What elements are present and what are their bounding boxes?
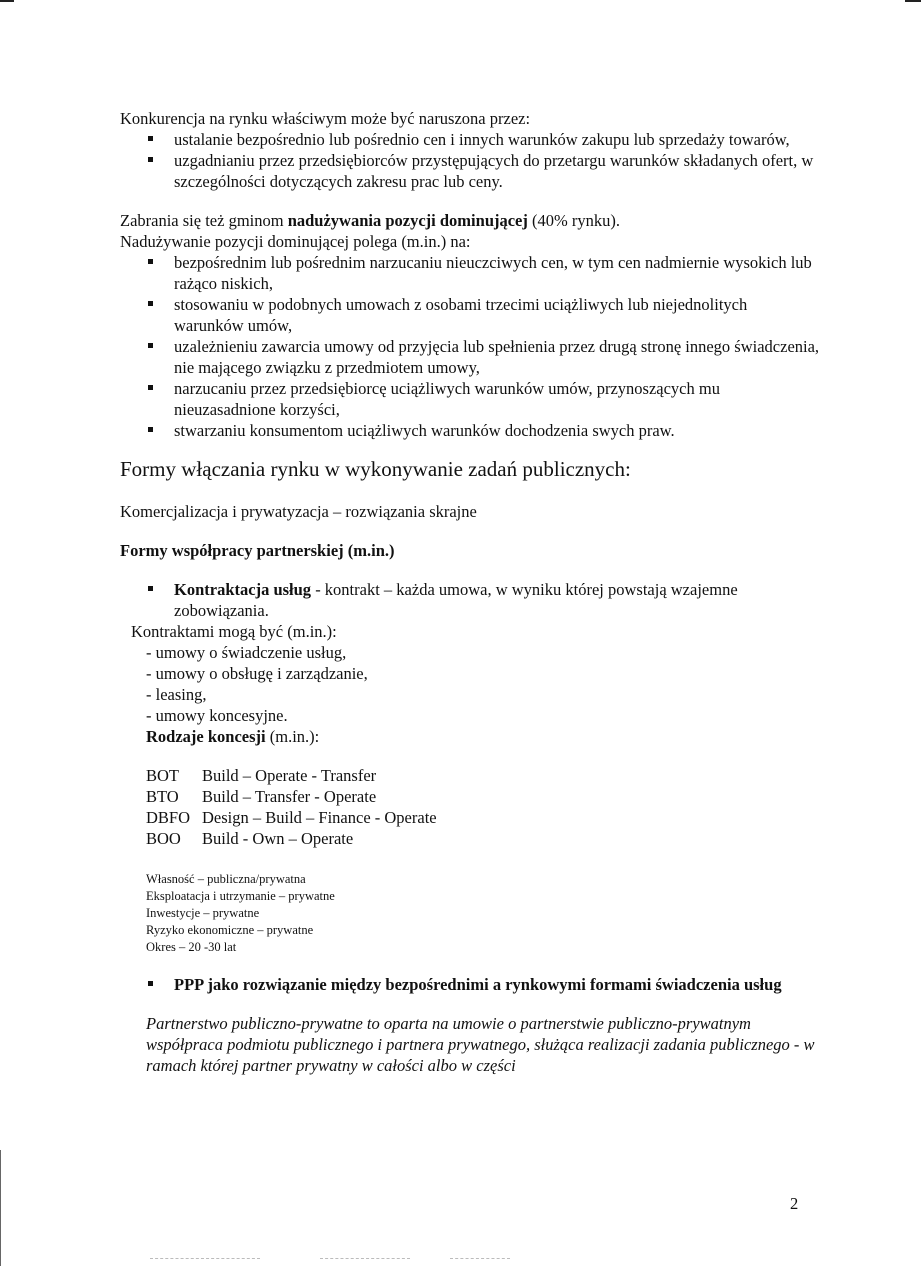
list-item: - leasing, (146, 685, 207, 704)
contracting-bullet (120, 579, 820, 621)
page-number: 2 (790, 1194, 799, 1213)
dominance-bullet-list (120, 252, 820, 441)
concessions-table (146, 765, 820, 849)
dominance-definition: Nadużywanie pozycji dominującej polega (m.in.) na: (120, 232, 471, 251)
scan-mark-top-left (0, 0, 14, 2)
list-item: narzucaniu przez przedsiębiorcę uciążliwych warunków umów, przynoszących mu nieuzasadnione korzyści, (174, 378, 820, 420)
list-item: Eksploatacja i utrzymanie – prywatne (146, 889, 335, 903)
scan-mark-top-right (905, 0, 921, 2)
list-item: Okres – 20 -30 lat (146, 940, 237, 954)
partnership-title: Formy współpracy partnerskiej (m.in.) (120, 541, 395, 560)
concession-row: BOO Build - Own – Operate (146, 829, 354, 848)
list-item: Inwestycje – prywatne (146, 906, 260, 920)
list-item: stosowaniu w podobnych umowach z osobami trzecimi uciążliwych lub niejednolitych warunków umów, (174, 294, 820, 336)
list-item: bezpośrednim lub pośrednim narzucaniu nieuczciwych cen, w tym cen nadmiernie wysokich lub rażąco niskich, (174, 252, 820, 294)
list-item: PPP jako rozwiązanie między bezpośrednimi a rynkowymi formami świadczenia usług (174, 974, 820, 995)
dominance-intro: Zabrania się też gminom nadużywania pozycji dominującej (40% rynku). (120, 211, 620, 230)
concession-notes (146, 871, 820, 956)
contracts-list (120, 642, 820, 956)
competition-intro: Konkurencja na rynku właściwym może być naruszona przez: (120, 109, 531, 128)
dominance-term: nadużywania pozycji dominującej (287, 211, 528, 230)
scan-artifact-line (450, 1258, 510, 1260)
ppp-definition: Partnerstwo publiczno-prywatne to oparta na umowie o partnerstwie publiczno-prywatnym współpraca podmiotu publicznego i partnera prywatnego, służąca realizacji zadania publicznego - w ramach której partner prywatny w całości albo w części (146, 1014, 815, 1075)
list-item: uzależnieniu zawarcia umowy od przyjęcia lub spełnienia przez drugą stronę innego świadczenia, nie mającego związku z przedmiotem umowy, (174, 337, 820, 377)
contracts-intro: Kontraktami mogą być (m.in.): (131, 622, 337, 641)
list-item: - umowy koncesyjne. (146, 706, 288, 725)
scan-artifact-line (150, 1258, 260, 1260)
concession-row: DBFO Design – Build – Finance - Operate (146, 808, 437, 827)
list-item: stwarzaniu konsumentom uciążliwych warunków dochodzenia swych praw. (174, 420, 820, 441)
concessions-label: Rodzaje koncesji (m.in.): (146, 727, 320, 746)
list-item: - umowy o obsługę i zarządzanie, (146, 664, 368, 683)
concession-row: BTO Build – Transfer - Operate (146, 787, 377, 806)
list-item: ustalanie bezpośrednio lub pośrednio cen i innych warunków zakupu lub sprzedaży towarów, (174, 129, 820, 150)
list-item: Własność – publiczna/prywatna (146, 872, 306, 886)
scan-artifact-line (320, 1258, 410, 1260)
commercialization-line: Komercjalizacja i prywatyzacja – rozwiązania skrajne (120, 502, 477, 521)
ppp-bullet (120, 974, 820, 995)
competition-bullet-list (120, 129, 820, 192)
list-item: Kontraktacja usług - kontrakt – każda umowa, w wyniku której powstają wzajemne zobowiązania. (174, 579, 820, 621)
list-item: - umowy o świadczenie usług, (146, 643, 347, 662)
list-item: uzgadnianiu przez przedsiębiorców przystępujących do przetargu warunków składanych ofert, w szczególności dotyczących zakresu prac lub ceny. (174, 150, 820, 192)
section-heading: Formy włączania rynku w wykonywanie zadań publicznych: (120, 457, 631, 481)
document-page (120, 108, 820, 1076)
scan-mark-left-edge (0, 1150, 1, 1266)
concession-row: BOT Build – Operate - Transfer (146, 766, 377, 785)
list-item: Ryzyko ekonomiczne – prywatne (146, 923, 314, 937)
